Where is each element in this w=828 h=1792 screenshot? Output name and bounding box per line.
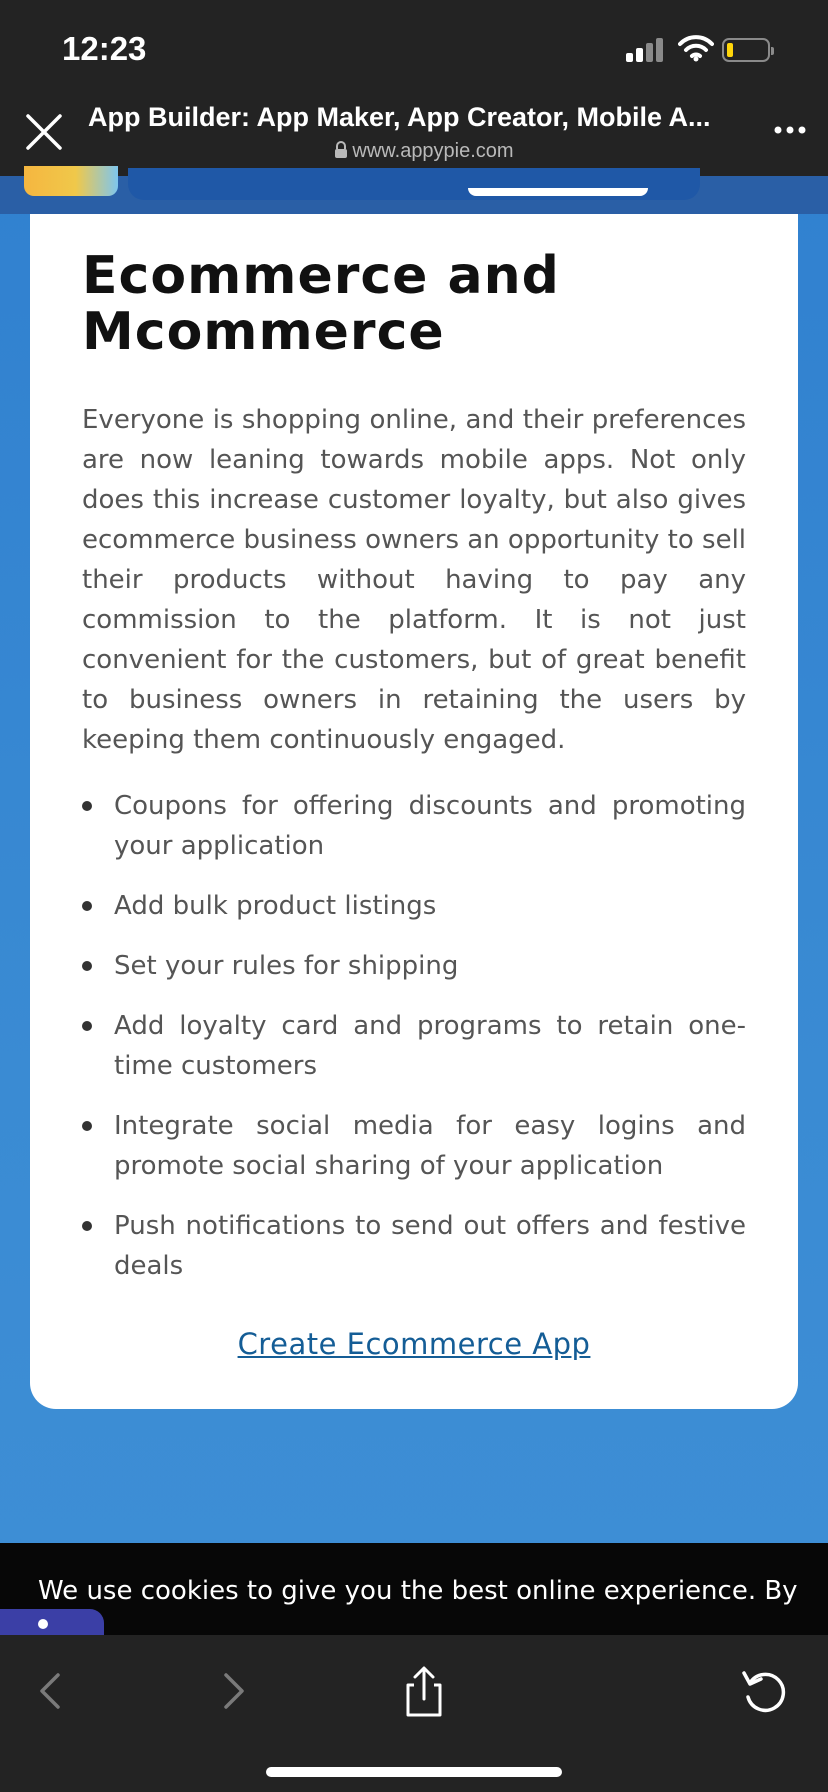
bullet-icon [82,961,92,971]
bullet-icon [82,801,92,811]
page-url[interactable] [0,140,828,163]
reload-icon[interactable] [736,1663,792,1719]
browser-header [0,94,828,176]
more-horizontal-icon[interactable] [770,110,810,150]
page-title[interactable]: App Builder: App Maker, App Creator, Mobile A... [88,102,711,132]
share-icon[interactable] [396,1663,452,1719]
battery-icon [722,38,770,62]
site-navigation-bar[interactable] [128,168,700,200]
bullet-icon [82,1021,92,1031]
browser-toolbar [0,1635,828,1792]
cookie-banner [0,1543,828,1635]
lock-icon [334,141,348,159]
bullet-icon [82,1121,92,1131]
section-title: Ecommerce and Mcommerce [82,246,560,362]
list-item-text: Add bulk product listings [114,891,437,921]
list-item [82,946,746,986]
chat-widget-button[interactable] [0,1609,104,1635]
back-arrow-icon[interactable] [24,1663,80,1719]
list-item-text: Integrate social media for easy logins and promote social sharing of your application [114,1111,746,1181]
url-text: www.appypie.com [352,140,514,162]
cookie-banner-text: We use cookies to give you the best online experience. By [38,1576,798,1606]
list-item-text: Set your rules for shipping [114,951,459,981]
status-icons [626,34,796,64]
status-bar [0,0,828,94]
list-item-text: Push notifications to send out offers and festive deals [114,1211,746,1281]
battery-level [727,43,733,57]
list-item-text: Add loyalty card and programs to retain one-time customers [114,1011,746,1081]
list-item [82,1206,746,1286]
site-logo[interactable] [24,166,118,196]
section-description: Everyone is shopping online, and their preferences are now leaning towards mobile apps. Not only does this increase customer loyalty, but also gives ecommerce business owners an opportunity to sell their products without having to pay any commission to the platform. It is not just convenient for the customers, but of great benefit to business owners in retaining the users by keeping them continuously engaged. [82,405,747,755]
status-time: 12:23 [62,30,147,67]
site-header [0,176,828,214]
wifi-icon [678,34,714,62]
bullet-icon [82,901,92,911]
list-item [82,1106,746,1186]
list-item [82,786,746,866]
list-item [82,1006,746,1086]
forward-arrow-icon[interactable] [204,1663,260,1719]
list-item-text: Coupons for offering discounts and promoting your application [114,791,746,861]
bullet-icon [82,1221,92,1231]
cellular-signal-icon [626,38,666,62]
feature-list [82,786,746,1306]
create-ecommerce-app-link[interactable]: Create Ecommerce App [237,1327,591,1361]
home-indicator[interactable] [266,1767,562,1777]
content-card [30,214,798,1409]
list-item [82,886,746,926]
